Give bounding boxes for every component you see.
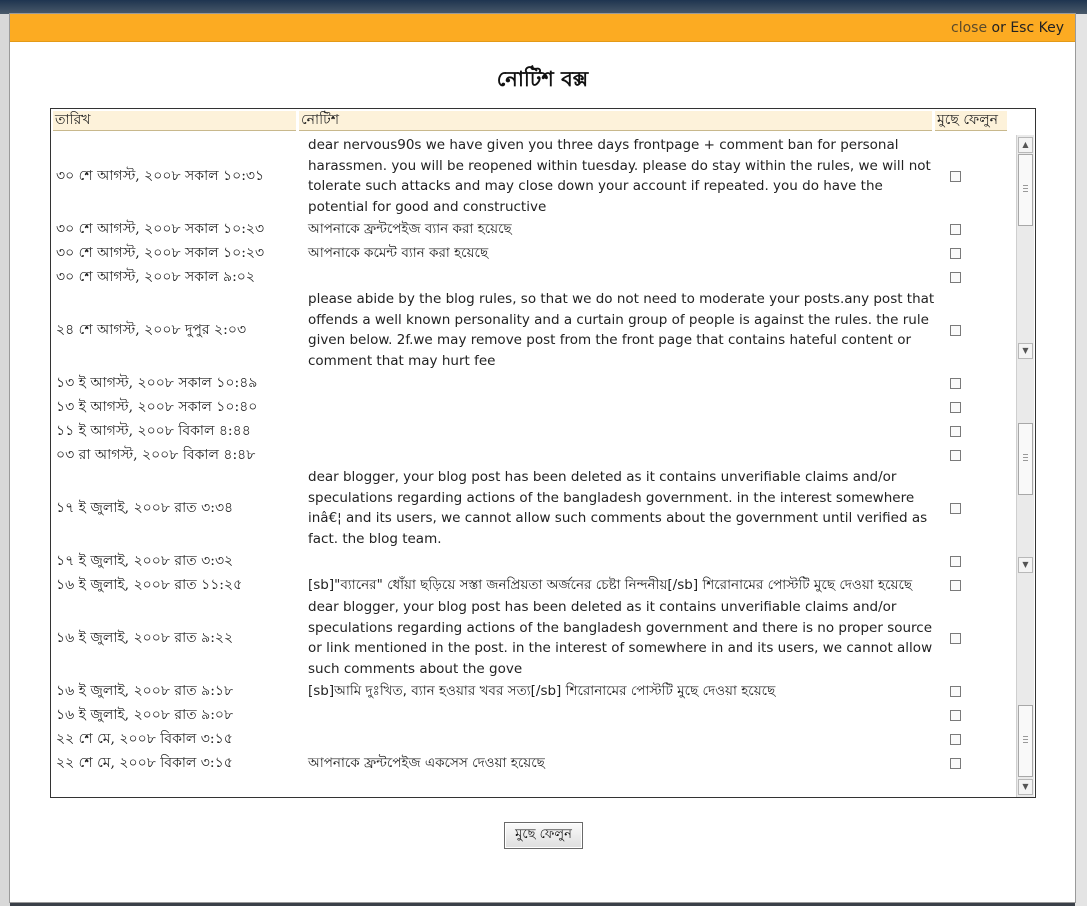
- delete-cell: [946, 597, 1015, 679]
- notice-date: ১৭ ই জুলাই, ২০০৮ রাত ৩:৩২: [56, 553, 234, 569]
- delete-checkbox[interactable]: [950, 402, 961, 413]
- delete-checkbox[interactable]: [950, 580, 961, 591]
- delete-cell: [946, 467, 1015, 549]
- notice-table: [50, 108, 1036, 798]
- delete-cell: [946, 443, 1015, 467]
- delete-checkbox[interactable]: [950, 450, 961, 461]
- scroll-down-arrow-icon-3[interactable]: ▼: [1018, 779, 1033, 795]
- notice-date: ১৬ ই জুলাই, ২০০৮ রাত ১১:২৫: [56, 577, 243, 593]
- delete-checkbox[interactable]: [950, 248, 961, 259]
- delete-cell: [946, 419, 1015, 443]
- delete-checkbox[interactable]: [950, 426, 961, 437]
- page-background-top: [0, 0, 1087, 14]
- table-scrollbar[interactable]: [1016, 135, 1034, 797]
- table-row: [51, 419, 1015, 443]
- table-row: [51, 241, 1015, 265]
- delete-cell: [946, 727, 1015, 751]
- delete-checkbox[interactable]: [950, 224, 961, 235]
- table-row: [51, 727, 1015, 751]
- table-row: [51, 549, 1015, 573]
- scroll-thumb-2[interactable]: [1018, 423, 1033, 495]
- notice-text: আপনাকে ফ্রন্টপেইজ একসেস দেওয়া হয়েছে: [308, 754, 545, 771]
- notice-text: [304, 703, 946, 727]
- table-row: [51, 135, 1015, 217]
- notice-date: ১১ ই আগস্ট, ২০০৮ বিকাল ৪:৪৪: [56, 423, 251, 439]
- notice-text: [304, 419, 946, 443]
- column-header-date: তারিখ: [53, 111, 296, 131]
- scroll-down-arrow-icon-2[interactable]: ▼: [1018, 557, 1033, 573]
- delete-checkbox[interactable]: [950, 503, 961, 514]
- delete-cell: [946, 135, 1015, 217]
- notice-rows: [51, 135, 1015, 797]
- notice-text: [sb]আমি দুঃখিত, ব্যান হওয়ার খবর সত্য[/sb] শিরোনামের পোস্টটি মুছে দেওয়া হয়েছে: [308, 682, 776, 699]
- table-row: [51, 395, 1015, 419]
- notice-text: [304, 371, 946, 395]
- modal-titlebar: [10, 14, 1075, 42]
- scroll-thumb-3[interactable]: [1018, 705, 1033, 777]
- notice-text: [304, 443, 946, 467]
- delete-checkbox[interactable]: [950, 556, 961, 567]
- delete-cell: [946, 289, 1015, 371]
- delete-checkbox[interactable]: [950, 272, 961, 283]
- notice-date: ৩০ শে আগস্ট, ২০০৮ সকাল ৯:০২: [56, 269, 256, 285]
- notice-text: আপনাকে কমেন্ট ব্যান করা হয়েছে: [308, 244, 489, 261]
- esc-key-hint: Esc Key: [1010, 20, 1064, 36]
- delete-checkbox[interactable]: [950, 325, 961, 336]
- notice-text: [sb]"ব্যানের" ধোঁয়া ছড়িয়ে সস্তা জনপ্রিয়তা অর্জনের চেষ্টা নিন্দনীয়[/sb] শিরোনামের পোস্টটি মুছে দেওয়া হয়েছে: [308, 576, 913, 593]
- notice-text: dear nervous90s we have given you three days frontpage + comment ban for personal harassmen. you will be reopened within tuesday. please do stay within the rules, we will not tolerate such attacks and may close down your account if repeated. you do have the potential for good and constructive: [308, 137, 931, 215]
- notice-date: ২৪ শে আগস্ট, ২০০৮ দুপুর ২:০৩: [56, 322, 247, 338]
- notice-date: ১৩ ই আগস্ট, ২০০৮ সকাল ১০:৪৯: [56, 375, 258, 391]
- delete-cell: [946, 371, 1015, 395]
- delete-cell: [946, 241, 1015, 265]
- table-row: [51, 597, 1015, 679]
- delete-checkbox[interactable]: [950, 758, 961, 769]
- notice-date: ৩০ শে আগস্ট, ২০০৮ সকাল ১০:২৩: [56, 221, 265, 237]
- table-row: [51, 265, 1015, 289]
- delete-checkbox[interactable]: [950, 710, 961, 721]
- table-row: [51, 217, 1015, 241]
- notice-text: [304, 265, 946, 289]
- close-link[interactable]: close: [951, 20, 988, 36]
- table-row: [51, 751, 1015, 775]
- notice-date: ১৩ ই আগস্ট, ২০০৮ সকাল ১০:৪০: [56, 399, 258, 415]
- table-row: [51, 289, 1015, 371]
- delete-checkbox[interactable]: [950, 633, 961, 644]
- notice-text: please abide by the blog rules, so that we do not need to moderate your posts.any post that offends a well known personality and a curtain group of people is against the rules. the rule given below. 2f.we may remove post from the front page that contains hateful content or comment that may hurt fee: [308, 291, 935, 369]
- table-row: [51, 573, 1015, 597]
- delete-cell: [946, 217, 1015, 241]
- scroll-down-arrow-icon[interactable]: ▼: [1018, 343, 1033, 359]
- table-header: [51, 109, 1036, 133]
- notice-date: ২২ শে মে, ২০০৮ বিকাল ৩:১৫: [56, 731, 233, 747]
- delete-checkbox[interactable]: [950, 171, 961, 182]
- notice-text: [304, 549, 946, 573]
- column-header-delete: মুছে ফেলুন: [935, 111, 1007, 131]
- delete-cell: [946, 679, 1015, 703]
- page-background-right: [1075, 14, 1087, 906]
- notice-date: ১৬ ই জুলাই, ২০০৮ রাত ৯:২২: [56, 630, 234, 646]
- delete-cell: [946, 573, 1015, 597]
- delete-checkbox[interactable]: [950, 686, 961, 697]
- notice-box-modal: [10, 14, 1075, 902]
- table-row: [51, 679, 1015, 703]
- notice-text: [304, 727, 946, 751]
- table-row: [51, 443, 1015, 467]
- scroll-thumb[interactable]: [1018, 154, 1033, 226]
- delete-cell: [946, 549, 1015, 573]
- notice-date: ৩০ শে আগস্ট, ২০০৮ সকাল ১০:২৩: [56, 245, 265, 261]
- notice-date: ১৭ ই জুলাই, ২০০৮ রাত ৩:৩৪: [56, 500, 234, 516]
- delete-button[interactable]: মুছে ফেলুন: [504, 822, 583, 849]
- table-row: [51, 371, 1015, 395]
- delete-cell: [946, 265, 1015, 289]
- delete-cell: [946, 751, 1015, 775]
- delete-checkbox[interactable]: [950, 378, 961, 389]
- notice-date: ০৩ রা আগস্ট, ২০০৮ বিকাল ৪:৪৮: [56, 447, 256, 463]
- table-row: [51, 703, 1015, 727]
- notice-text: dear blogger, your blog post has been deleted as it contains unverifiable claims and/or speculations regarding actions of the bangladesh government and there is no proper source or link mentioned in the post. in the interest of somewhere in and its users, we cannot allow such comments about the gove: [308, 599, 933, 677]
- notice-date: ১৬ ই জুলাই, ২০০৮ রাত ৯:১৮: [56, 683, 234, 699]
- delete-checkbox[interactable]: [950, 734, 961, 745]
- notice-date: ২২ শে মে, ২০০৮ বিকাল ৩:১৫: [56, 755, 233, 771]
- page-background-left: [0, 14, 10, 906]
- page-title: নোটিশ বক্স: [496, 66, 589, 91]
- notice-text: [304, 395, 946, 419]
- notice-date: ৩০ শে আগস্ট, ২০০৮ সকাল ১০:৩১: [56, 168, 265, 184]
- or-text: or: [987, 20, 1011, 36]
- delete-cell: [946, 395, 1015, 419]
- delete-cell: [946, 703, 1015, 727]
- scroll-up-arrow-icon[interactable]: ▲: [1018, 137, 1033, 153]
- notice-text: dear blogger, your blog post has been deleted as it contains unverifiable claims and/or speculations regarding actions of the bangladesh government. in the interest somewhere inâ€¦ and its users, we cannot allow such comments about the government until verified as fact. the blog team.: [308, 469, 928, 547]
- notice-date: ১৬ ই জুলাই, ২০০৮ রাত ৯:০৮: [56, 707, 234, 723]
- table-row: [51, 467, 1015, 549]
- column-header-notice: নোটিশ: [299, 111, 932, 131]
- notice-text: আপনাকে ফ্রন্টপেইজ ব্যান করা হয়েছে: [308, 220, 512, 237]
